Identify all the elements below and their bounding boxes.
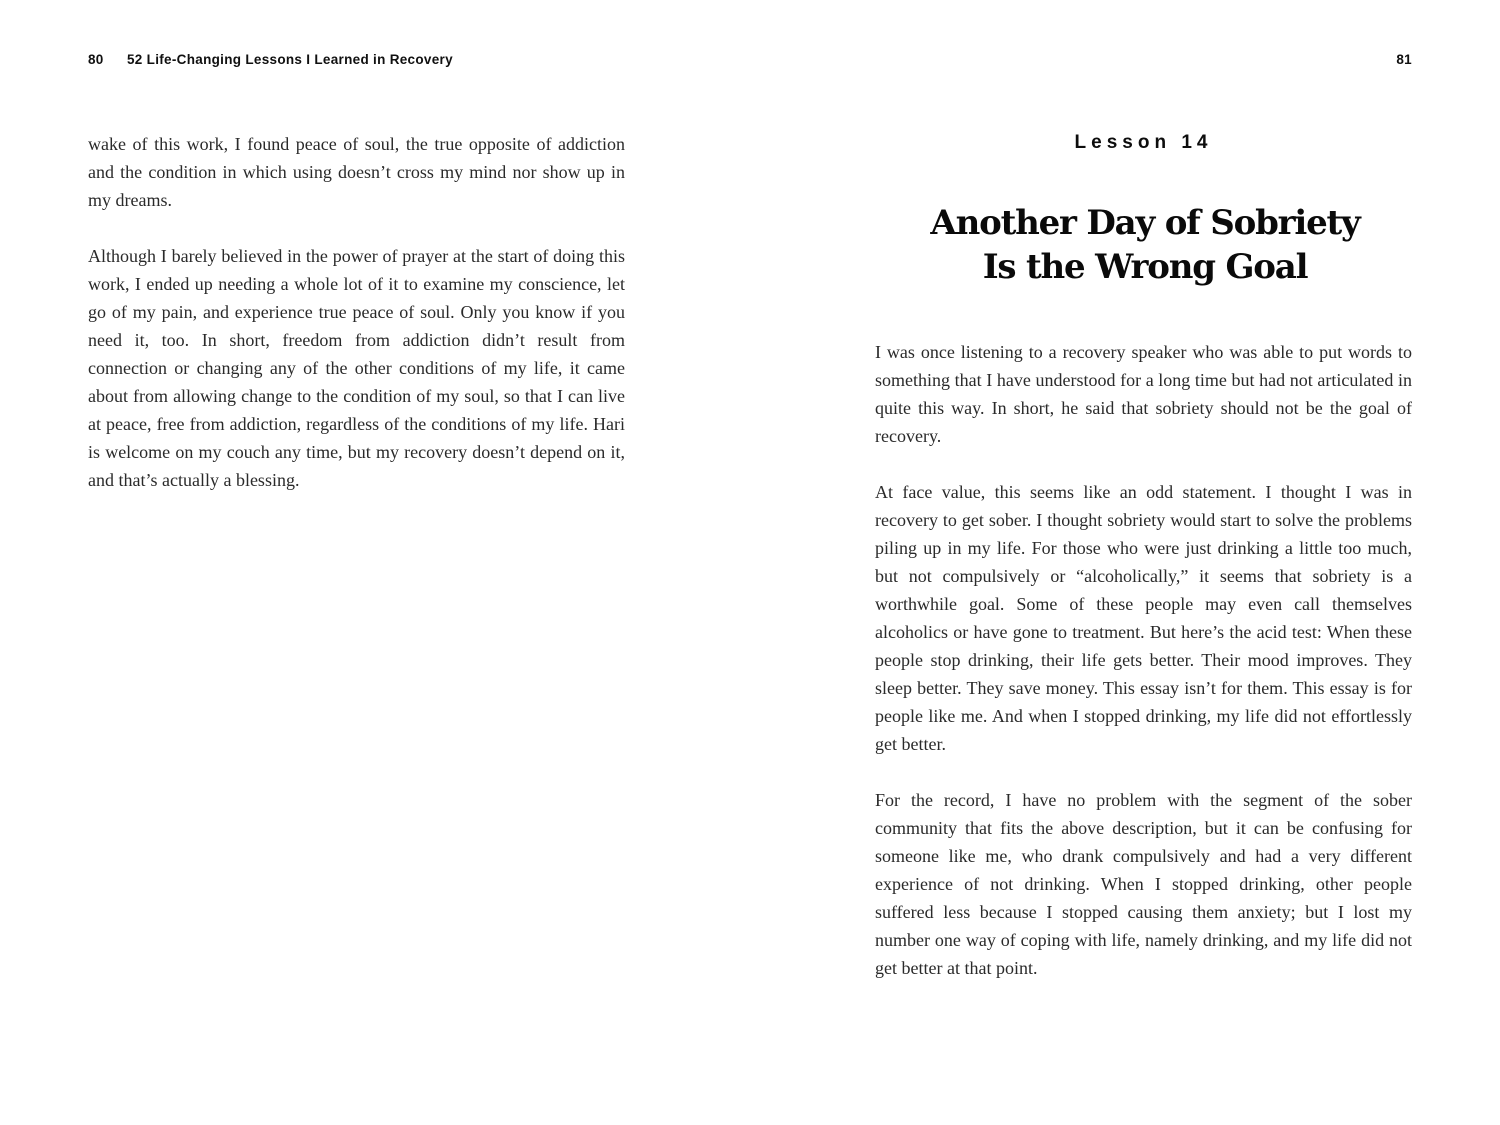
chapter-title-line1: Another Day of Sobriety: [930, 203, 1360, 243]
body-paragraph: At face value, this seems like an odd statement. I thought I was in recovery to get sober. I thought sobriety would start to solve the problems piling up in my life. For those who were just drinking a little too much, but not compulsively or “alcoholically,” it seems that sobriety is a worthwhile goal. Some of these people may even call themselves alcoholics or have gone to treatment. But here’s the acid test: When these people stop drinking, their life gets better. Their mood improves. They sleep better. They save money. This essay isn’t for them. This essay is for people like me. And when I stopped drinking, my life did not effortlessly get better.: [875, 482, 1412, 754]
lesson-kicker: Lesson 14: [1074, 132, 1213, 153]
body-paragraph: Although I barely believed in the power of prayer at the start of doing this work, I ended up needing a whole lot of it to examine my conscience, let go of my pain, and experience true peace of soul. Only you know if you need it, too. In short, freedom from addiction didn’t result from connection or changing any of the other conditions of my life, it came about from allowing change to the condition of my soul, so that I can live at peace, free from addiction, regardless of the conditions of my life. Hari is welcome on my couch any time, but my recovery doesn’t depend on it, and that’s actually a blessing.: [88, 246, 625, 490]
chapter-title: [845, 201, 1445, 289]
body-paragraph: I was once listening to a recovery speaker who was able to put words to something that I have understood for a long time but had not articulated in quite this way. In short, he said that sobriety should not be the goal of recovery.: [875, 342, 1412, 446]
chapter-title-line2: Is the Wrong Goal: [982, 247, 1308, 287]
page-number-left: 80: [88, 52, 104, 67]
page-number-right: 81: [1396, 52, 1412, 67]
body-paragraph: For the record, I have no problem with the segment of the sober community that fits the above description, but it can be confusing for someone like me, who drank compulsively and had a very different experience of not drinking. When I stopped drinking, other people suffered less because I stopped causing them anxiety; but I lost my number one way of coping with life, namely drinking, and my life did not get better at that point.: [875, 790, 1412, 978]
running-title: 52 Life-Changing Lessons I Learned in Recovery: [127, 52, 453, 67]
body-paragraph: wake of this work, I found peace of soul, the true opposite of addiction and the condition in which using doesn’t cross my mind nor show up in my dreams.: [88, 134, 625, 210]
right-page-body: [875, 338, 1412, 1010]
left-page-body: [88, 130, 625, 522]
